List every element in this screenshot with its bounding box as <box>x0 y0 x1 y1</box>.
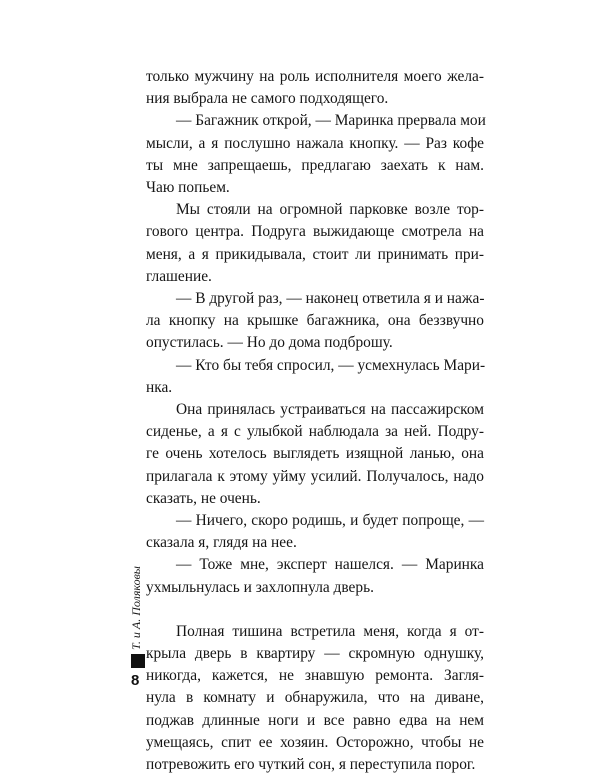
text-line: только мужчину на роль исполнителя моего жела- <box>146 68 484 85</box>
text-line: Полная тишина встретила меня, когда я от- <box>176 622 484 640</box>
running-author: Т. и А. Поляковы <box>129 566 143 650</box>
body-text <box>146 66 484 776</box>
text-line: ты мне запрещаешь, предлагаю заехать к нам. <box>146 156 484 174</box>
paragraph <box>146 199 484 288</box>
text-line: — В другой раз, — наконец ответила я и нажа- <box>176 290 485 308</box>
text-line: ухмыльнулась и захлопнула дверь. <box>146 578 374 596</box>
text-line: крыла дверь в квартиру — скромную однушку, <box>146 645 484 663</box>
text-line: Чаю попьем. <box>146 179 230 197</box>
paragraph <box>146 510 484 554</box>
text-line: нула в комнату и обнаружила, что на диване, <box>146 689 484 707</box>
margin-square-marker <box>131 654 145 668</box>
section-break <box>146 599 484 621</box>
text-line: — Багажник открой, — Маринка прервала мои <box>176 112 486 130</box>
text-line: ге очень хотелось выглядеть изящной ланью, она <box>146 445 484 463</box>
text-line: глашение. <box>146 267 212 285</box>
paragraph <box>146 355 484 399</box>
text-line: сказать, не очень. <box>146 489 261 507</box>
text-line: поджав длинные ноги и все равно едва на нем <box>146 711 484 729</box>
text-line: Она принялась устраиваться на пассажирском <box>176 401 484 419</box>
text-line: опустилась. — Но до дома подброшу. <box>146 334 393 352</box>
page-number: 8 <box>131 672 140 689</box>
text-line: умещаясь, спит ее хозяин. Осторожно, чтобы не <box>146 733 484 751</box>
text-line: гового центра. Подруга выжидающе смотрела на <box>146 223 484 241</box>
text-line: потревожить его чуткий сон, я переступила порог. <box>146 756 476 774</box>
text-line: мысли, а я послушно нажала кнопку. — Раз кофе <box>146 134 484 152</box>
text-line: нка. <box>146 378 173 396</box>
text-line: — Ничего, скоро родишь, и будет попроще, — <box>176 512 484 530</box>
text-line: меня, а я прикидывала, стоит ли принимать при- <box>146 245 484 263</box>
text-line: сказала я, глядя на нее. <box>146 534 297 552</box>
paragraph <box>146 621 484 776</box>
text-line: Мы стояли на огромной парковке возле тор- <box>176 201 484 219</box>
paragraph <box>146 110 484 199</box>
text-line: никогда, кажется, не знавшую ремонта. Загля- <box>146 667 484 685</box>
text-line: прилагала к этому уйму усилий. Получалось, надо <box>146 467 484 485</box>
paragraph <box>146 288 484 355</box>
text-line: — Тоже мне, эксперт нашелся. — Маринка <box>176 556 484 574</box>
text-line: ла кнопку на крышке багажника, она беззвучно <box>146 312 484 330</box>
paragraph <box>146 399 484 510</box>
text-line: ния выбрала не самого подходящего. <box>146 90 389 108</box>
paragraph <box>146 66 484 110</box>
paragraph <box>146 554 484 598</box>
text-line: — Кто бы тебя спросил, — усмехнулась Мари- <box>176 356 486 374</box>
text-line: сиденье, а я с улыбкой наблюдала за ней. Подру- <box>146 423 484 441</box>
